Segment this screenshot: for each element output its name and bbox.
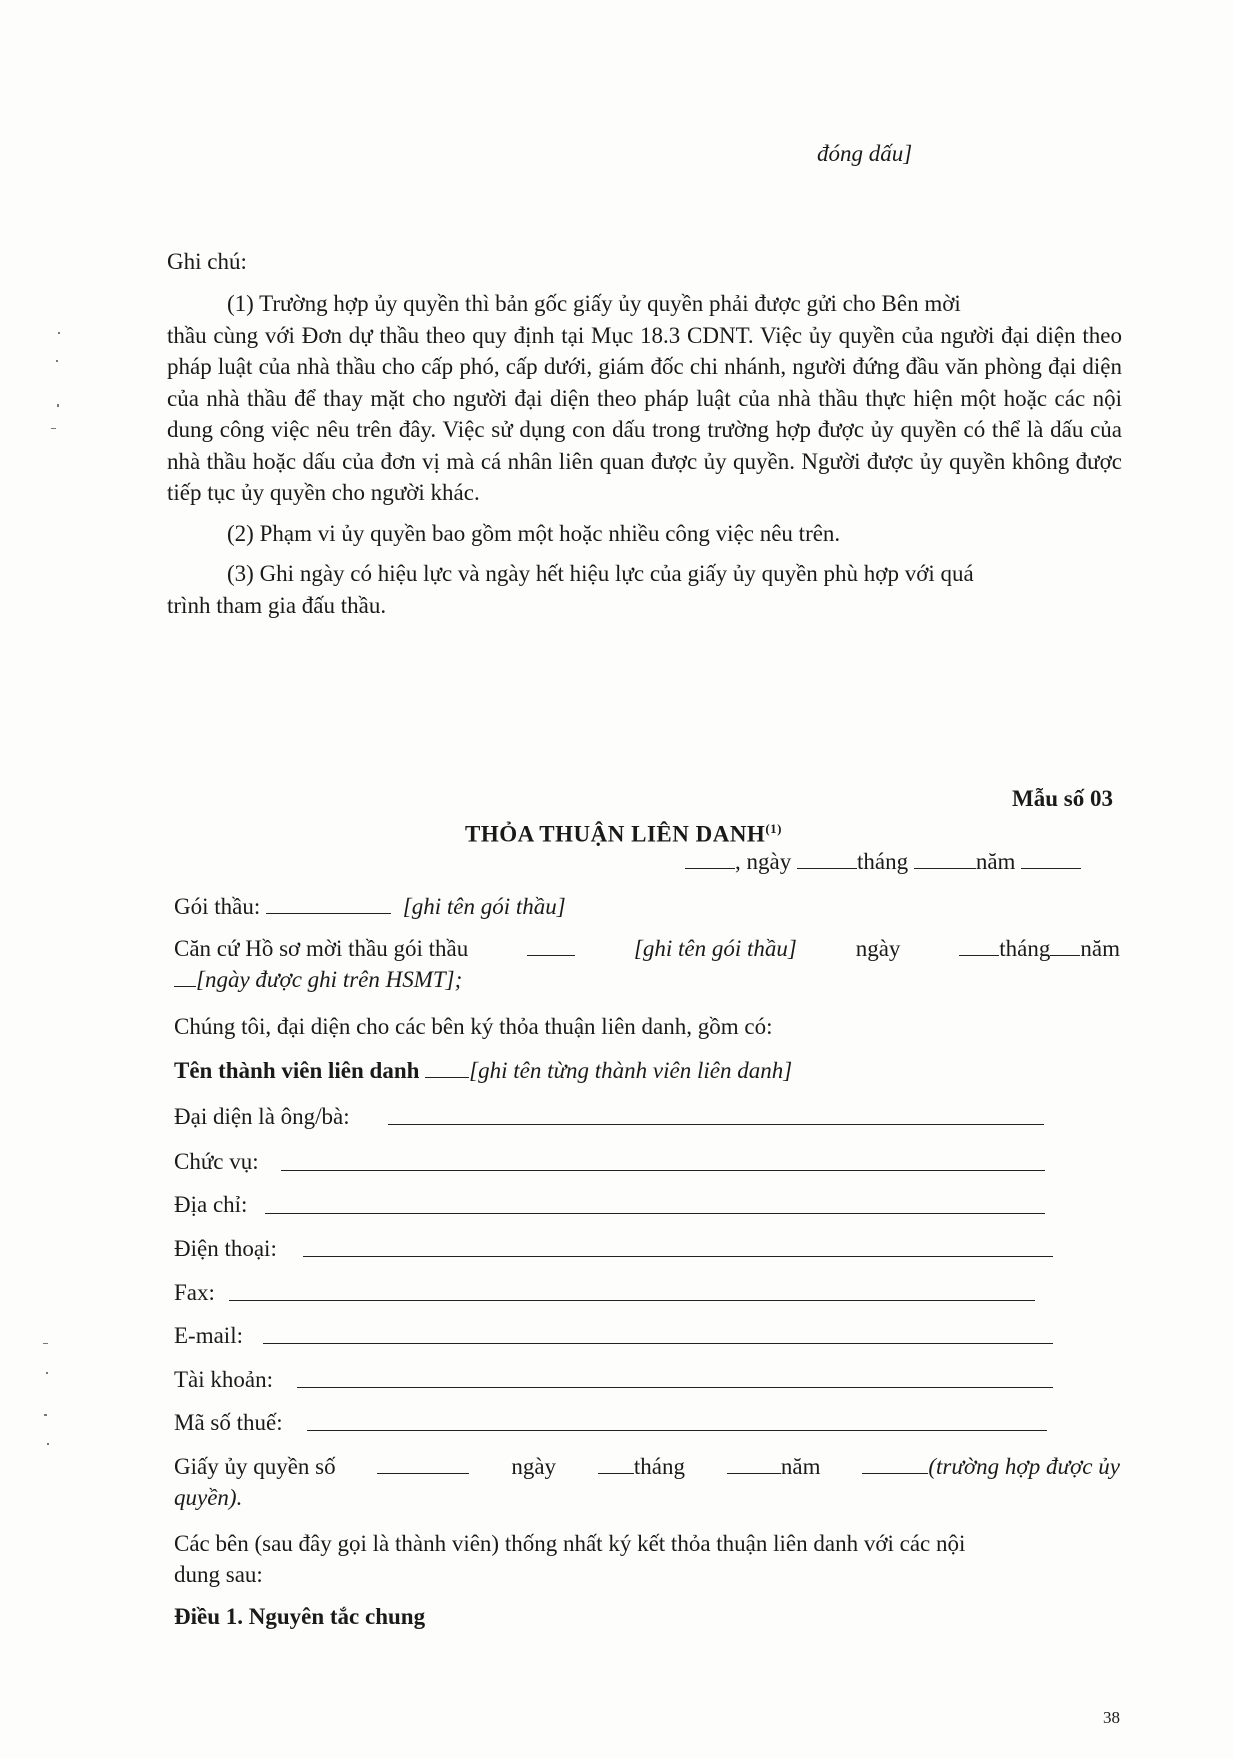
parties-intro: Chúng tôi, đại diện cho các bên ký thỏa thuận liên danh, gồm có:	[174, 1014, 773, 1039]
page-number: 38	[1103, 1708, 1120, 1727]
authorization-year-blank	[862, 1453, 928, 1474]
form-title	[465, 815, 782, 849]
agreement-intro-line-2: dung sau:	[174, 1562, 263, 1587]
member-hint: [ghi tên từng thành viên liên danh]	[469, 1058, 793, 1083]
date-month-label: tháng	[856, 849, 909, 874]
authorization-hint-1: (trường hợp được ủy	[928, 1454, 1120, 1479]
basis-row-2	[174, 966, 462, 994]
position-input-line[interactable]	[281, 1170, 1045, 1171]
account-label: Tài khoản:	[174, 1367, 273, 1392]
basis-year-label: năm	[1080, 936, 1120, 961]
package-label: Gói thầu:	[174, 894, 261, 919]
year-blank	[1021, 848, 1081, 869]
agreement-intro-line-1: Các bên (sau đây gọi là thành viên) thống nhất ký kết thỏa thuận liên danh với các nội	[174, 1531, 966, 1556]
day-blank	[797, 848, 857, 869]
basis-day-blank	[959, 935, 999, 956]
authorization-month-label: tháng	[633, 1454, 686, 1479]
scan-mark	[46, 1372, 48, 1374]
form-number: Mẫu số 03	[1012, 786, 1113, 811]
account-input-line[interactable]	[297, 1387, 1053, 1388]
scan-mark	[58, 332, 60, 334]
basis-hint: [ghi tên gói thầu]	[633, 936, 797, 961]
representative-label: Đại diện là ông/bà:	[174, 1104, 350, 1129]
form-title-footnote: (1)	[765, 821, 782, 836]
basis-date-hint: [ngày được ghi trên HSMT];	[196, 967, 463, 992]
authorization-year-label: năm	[780, 1454, 821, 1479]
month-blank	[914, 848, 976, 869]
note-1-text-a: (1) Trường hợp ủy quyền thì bản gốc giấy ủy quyền phải được gửi cho Bên mời	[227, 291, 961, 316]
basis-month-blank	[1050, 935, 1080, 956]
scan-mark	[57, 404, 59, 407]
date-day-label: , ngày	[735, 849, 792, 874]
note-3-first-line: (3) Ghi ngày có hiệu lực và ngày hết hiệu lực của giấy ủy quyền phù hợp với quá	[227, 561, 974, 586]
authorization-day-label: ngày	[511, 1454, 557, 1479]
authorization-prefix: Giấy ủy quyền số	[174, 1454, 336, 1479]
phone-label: Điện thoại:	[174, 1236, 277, 1261]
tax-code-input-line[interactable]	[307, 1430, 1047, 1431]
authorization-number-blank	[377, 1453, 469, 1474]
package-row	[174, 893, 566, 921]
phone-input-line[interactable]	[303, 1256, 1053, 1257]
form-title-text: THỎA THUẬN LIÊN DANH	[465, 821, 766, 847]
scan-mark	[44, 1414, 47, 1416]
date-line	[685, 848, 1081, 876]
scan-mark	[47, 1443, 49, 1445]
email-label: E-mail:	[174, 1323, 243, 1348]
member-blank	[425, 1057, 469, 1078]
address-input-line[interactable]	[265, 1213, 1045, 1214]
notes-block	[167, 288, 1122, 621]
position-label: Chức vụ:	[174, 1149, 259, 1174]
authorization-month-blank	[727, 1453, 781, 1474]
basis-package-blank	[527, 935, 575, 956]
representative-input-line[interactable]	[388, 1124, 1044, 1125]
member-row	[174, 1057, 792, 1085]
scan-mark	[56, 360, 58, 362]
basis-date-blank	[174, 966, 196, 987]
note-1-first-line	[167, 288, 1122, 320]
basis-month-label: tháng	[999, 936, 1051, 961]
note-1-continuation: thầu cùng với Đơn dự thầu theo quy định tại Mục 18.3 CDNT. Việc ủy quyền của người đại diện theo pháp luật của nhà thầu cho cấp phó, cấp dưới, giám đốc chi nhánh, người đứng đầu văn phòng đại diện của nhà thầu để thay mặt cho người đại diện theo pháp luật của nhà thầu thực hiện một hoặc các nội dung công việc nêu trên đây. Việc sử dụng con dấu trong trường hợp được ủy quyền có thể là dấu của nhà thầu hoặc dấu của đơn vị mà cá nhân liên quan được ủy quyền. Người được ủy quyền không được tiếp tục ủy quyền cho người khác.	[167, 322, 1122, 505]
basis-day-label: ngày	[855, 936, 901, 961]
authorization-row	[174, 1453, 1120, 1481]
article-1-heading: Điều 1. Nguyên tắc chung	[174, 1604, 426, 1629]
member-label: Tên thành viên liên danh	[174, 1058, 420, 1083]
scan-mark	[51, 428, 56, 429]
basis-prefix: Căn cứ Hồ sơ mời thầu gói thầu	[174, 936, 469, 961]
fax-input-line[interactable]	[229, 1300, 1035, 1301]
basis-row	[174, 935, 1120, 963]
address-label: Địa chỉ:	[174, 1192, 248, 1217]
package-hint: [ghi tên gói thầu]	[402, 894, 566, 919]
fax-label: Fax:	[174, 1280, 215, 1305]
tax-code-label: Mã số thuế:	[174, 1410, 283, 1435]
date-year-label: năm	[975, 849, 1016, 874]
authorization-hint-2: quyền).	[174, 1485, 243, 1510]
place-blank	[685, 848, 735, 869]
sign-note: đóng dấu]	[817, 141, 913, 166]
email-input-line[interactable]	[263, 1343, 1053, 1344]
note-3-continuation: trình tham gia đấu thầu.	[167, 592, 387, 618]
notes-heading: Ghi chú:	[167, 249, 247, 274]
package-blank	[266, 893, 391, 914]
scan-mark	[43, 1343, 48, 1344]
note-2: (2) Phạm vi ủy quyền bao gồm một hoặc nhiều công việc nêu trên.	[227, 520, 841, 546]
authorization-day-blank	[598, 1453, 634, 1474]
